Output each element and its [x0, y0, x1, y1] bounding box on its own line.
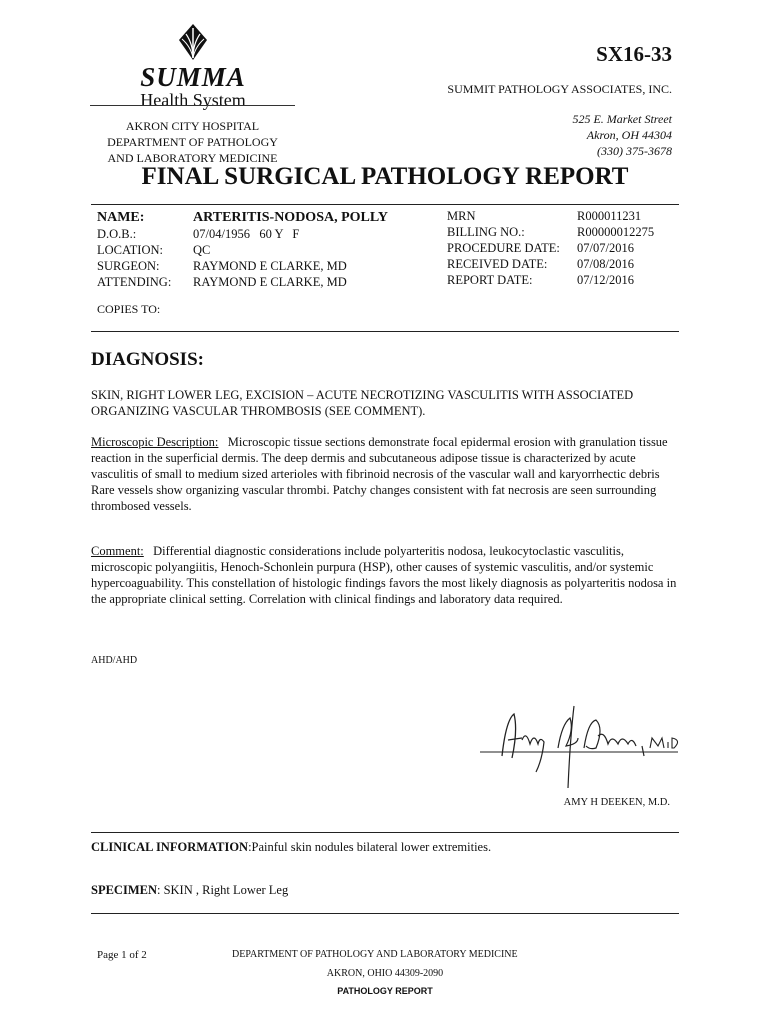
surgeon-label: SURGEON: — [97, 259, 160, 273]
summa-flame-icon — [171, 22, 215, 62]
logo-subtitle: Health System — [140, 90, 246, 110]
hospital-line: DEPARTMENT OF PATHOLOGY — [107, 135, 278, 149]
microscopic-label: Microscopic Description: — [91, 435, 219, 449]
received-date-value: 07/08/2016 — [577, 257, 634, 271]
report-date-value: 07/12/2016 — [577, 273, 634, 287]
page-number: Page 1 of 2 — [97, 949, 147, 961]
patient-values-left — [193, 210, 388, 290]
attending-label: ATTENDING: — [97, 275, 172, 289]
location-label: LOCATION: — [97, 243, 163, 257]
comment-label: Comment: — [91, 544, 144, 558]
comment-block — [91, 543, 679, 607]
handwritten-signature — [478, 700, 683, 790]
address-line: (330) 375-3678 — [597, 144, 672, 158]
initials: AHD/AHD — [91, 655, 138, 666]
patient-labels-right — [447, 208, 560, 288]
comment-text: Differential diagnostic considerations include polyarteritis nodosa, leukocytoclastic vasculitis, microscopic polyangiitis, Henoch-Schonlein purpura (HSP), other causes of systemic vasculitis, and/or systemic hypercoaguability. This constellation of histologic findings favors the most likely diagnosis as polyarteritis nodosa in the appropriate clinical setting. Correlation with clinical findings and laboratory data required. — [91, 544, 677, 606]
title-divider — [91, 204, 679, 205]
report-code: SX16-33 — [596, 42, 672, 66]
summa-logo — [118, 22, 268, 110]
patient-labels-left — [97, 210, 171, 290]
address-line: 525 E. Market Street — [572, 112, 672, 126]
clinical-information — [91, 840, 491, 855]
billing-label: BILLING NO.: — [447, 225, 525, 239]
microscopic-description — [91, 434, 679, 514]
diagnosis-heading: DIAGNOSIS: — [91, 349, 204, 370]
name-label: NAME: — [97, 210, 145, 225]
patient-surgeon: RAYMOND E CLARKE, MD — [193, 259, 347, 273]
patient-dob: 07/04/1956 60 Y F — [193, 227, 300, 241]
specimen-divider — [91, 913, 679, 914]
logo-divider — [90, 105, 295, 106]
billing-value: R00000012275 — [577, 225, 655, 239]
mrn-label: MRN — [447, 209, 476, 223]
logo-name: SUMMA — [140, 62, 246, 92]
signatory-name: AMY H DEEKEN, M.D. — [563, 797, 670, 808]
received-date-label: RECEIVED DATE: — [447, 257, 548, 271]
procedure-date-value: 07/07/2016 — [577, 241, 634, 255]
patient-values-right — [577, 208, 654, 288]
specimen-info — [91, 883, 288, 898]
hospital-info — [90, 118, 295, 166]
address-block — [572, 111, 672, 159]
procedure-date-label: PROCEDURE DATE: — [447, 241, 560, 255]
microscopic-text: Microscopic tissue sections demonstrate focal epidermal erosion with granulation tissue reaction in the superficial dermis. The deep dermis and subcutaneous adipose tissue is characterized by acute vasculitis of small to medium sized arterioles with fibrinoid necrosis of the vascular wall and karyorrhectic debris Rare vessels show organizing vascular thrombi. Patchy changes consistent with fat necrosis are seen surrounding thrombosed vessels. — [91, 435, 668, 513]
clinical-text: :Painful skin nodules bilateral lower extremities. — [248, 840, 492, 854]
associates-name: SUMMIT PATHOLOGY ASSOCIATES, INC. — [447, 82, 672, 96]
report-title: FINAL SURGICAL PATHOLOGY REPORT — [141, 163, 629, 190]
address-line: Akron, OH 44304 — [586, 128, 672, 142]
footer-doc-type: PATHOLOGY REPORT — [337, 986, 433, 996]
hospital-line: AKRON CITY HOSPITAL — [125, 119, 260, 133]
footer-city: AKRON, OHIO 44309-2090 — [326, 968, 444, 979]
dob-label: D.O.B.: — [97, 227, 137, 241]
patient-name: ARTERITIS-NODOSA, POLLY — [193, 210, 389, 225]
clinical-label: CLINICAL INFORMATION — [91, 840, 249, 854]
specimen-label: SPECIMEN — [91, 883, 157, 897]
patient-location: QC — [193, 243, 211, 257]
report-date-label: REPORT DATE: — [447, 273, 533, 287]
specimen-text: : SKIN , Right Lower Leg — [156, 883, 289, 897]
patient-divider — [91, 331, 679, 332]
copies-to-label: COPIES TO: — [97, 302, 161, 316]
footer-department: DEPARTMENT OF PATHOLOGY AND LABORATORY MEDICINE — [232, 949, 518, 960]
mrn-value: R000011231 — [577, 209, 642, 223]
hospital-line: AND LABORATORY MEDICINE — [107, 151, 278, 165]
patient-attending: RAYMOND E CLARKE, MD — [193, 275, 347, 289]
signature-divider — [91, 832, 679, 833]
diagnosis-text: SKIN, RIGHT LOWER LEG, EXCISION – ACUTE NECROTIZING VASCULITIS WITH ASSOCIATED ORGANIZING VASCULAR THROMBOSIS (SEE COMMENT). — [91, 388, 634, 418]
